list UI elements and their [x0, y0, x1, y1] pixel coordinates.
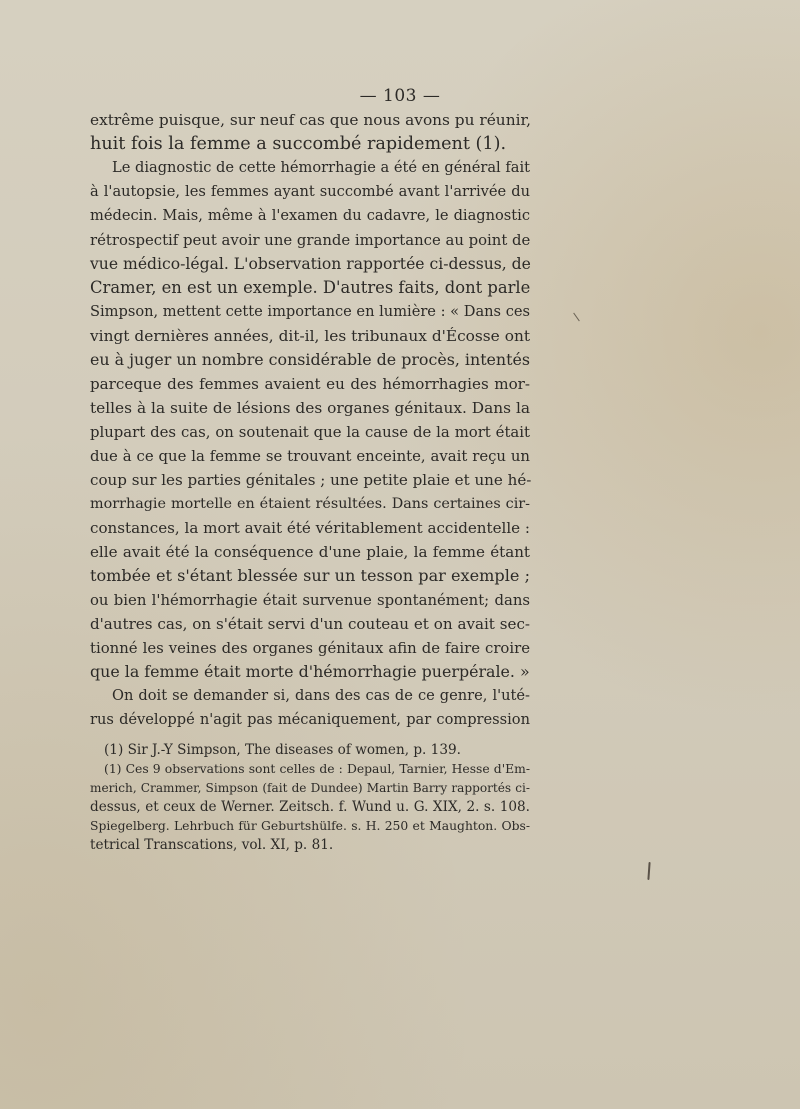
text-line: plupart des cas, on soutenait que la cause de la mort était — [90, 423, 530, 441]
text-line: médecin. Mais, même à l'examen du cadavre, le diagnostic — [90, 207, 530, 224]
text-line: eu à juger un nombre considérable de procès, intentés — [90, 350, 531, 369]
text-line: vingt dernières années, dit-il, les tribunaux d'Écosse ont — [90, 327, 530, 345]
text-line: vue médico-légal. L'observation rapportée ci-dessus, de — [90, 255, 531, 273]
text-line: à l'autopsie, les femmes ayant succombé avant l'arrivée du — [90, 183, 530, 200]
footnote-line: merich, Crammer, Simpson (fait de Dundee) Martin Barry rapportés ci- — [90, 781, 530, 795]
footnote-line: dessus, et ceux de Werner. Zeitsch. f. Wund u. G. XIX, 2. s. 108. — [90, 799, 530, 815]
text-line: coup sur les parties génitales ; une petite plaie et une hé- — [90, 471, 532, 489]
footnote-line: (1) Ces 9 observations sont celles de : Depaul, Tarnier, Hesse d'Em- — [104, 762, 530, 776]
text-line: telles à la suite de lésions des organes génitaux. Dans la — [90, 399, 530, 417]
text-line: elle avait été la conséquence d'une plaie, la femme étant — [90, 543, 530, 561]
text-line: Simpson, mettent cette importance en lumière : « Dans ces — [90, 303, 530, 320]
pencil-mark — [573, 313, 580, 322]
text-line: constances, la mort avait été véritablement accidentelle : — [90, 519, 530, 537]
footnote-line: (1) Sir J.-Y Simpson, The diseases of women, p. 139. — [104, 742, 461, 758]
text-line: rétrospectif peut avoir une grande importance au point de — [90, 231, 531, 249]
text-line: tombée et s'étant blessée sur un tesson par exemple ; — [90, 566, 530, 585]
text-line: Cramer, en est un exemple. D'autres faits, dont parle — [90, 278, 531, 297]
text-line: On doit se demander si, dans des cas de ce genre, l'uté- — [112, 687, 530, 704]
footnotes — [90, 741, 530, 855]
body-text — [90, 108, 530, 732]
page-number: — 103 — — [359, 86, 441, 106]
text-line: ou bien l'hémorrhagie était survenue spontanément; dans — [90, 591, 530, 609]
text-line: morrhagie mortelle en étaient résultées. Dans certaines cir- — [90, 496, 530, 512]
text-line: parceque des femmes avaient eu des hémorrhagies mor- — [90, 375, 530, 393]
ink-mark — [647, 862, 650, 880]
text-line: d'autres cas, on s'était servi d'un couteau et on avait sec- — [90, 615, 530, 633]
footnote-line: tetrical Transcations, vol. XI, p. 81. — [90, 837, 334, 853]
text-line: huit fois la femme a succombé rapidement (1). — [90, 134, 507, 154]
text-line: due à ce que la femme se trouvant enceinte, avait reçu un — [90, 447, 530, 465]
text-line: que la femme était morte d'hémorrhagie puerpérale. » — [90, 662, 530, 681]
text-line: Le diagnostic de cette hémorrhagie a été en général fait — [112, 159, 530, 176]
text-line: tionné les veines des organes génitaux afin de faire croire — [90, 639, 530, 657]
footnote-line: Spiegelberg. Lehrbuch für Geburtshülfe. s. H. 250 et Maughton. Obs- — [90, 819, 530, 833]
text-line: extrême puisque, sur neuf cas que nous avons pu réunir, — [90, 111, 532, 129]
text-line: rus développé n'agit pas mécaniquement, par compression — [90, 711, 530, 728]
